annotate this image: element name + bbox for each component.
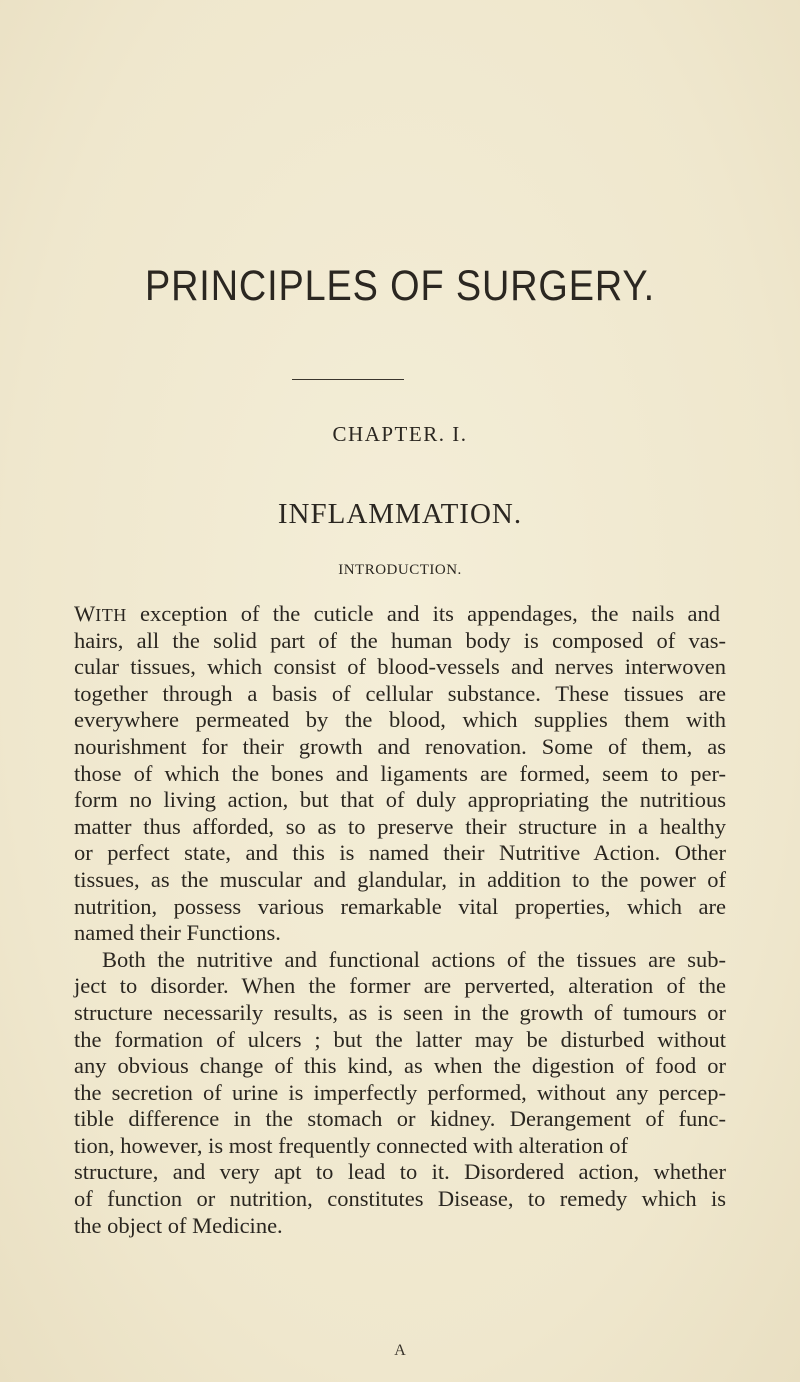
chapter-subject-heading: INFLAMMATION.	[277, 498, 523, 530]
text-line: the formation of ulcers ; but the latter may be disturbed without	[74, 1026, 727, 1052]
text-line: those of which the bones and ligaments are formed, seem to per-	[74, 760, 727, 786]
text-line: Both the nutritive and functional actions of the tissues are sub-	[102, 946, 727, 972]
text-line: together through a basis of cellular substance. These tissues are	[74, 680, 727, 706]
text-line: the object of Medicine.	[74, 1212, 283, 1238]
text-line: form no living action, but that of duly appropriating the nutritious	[74, 787, 726, 813]
text-line: tible difference in the stomach or kidney. Derangement of func-	[74, 1106, 727, 1132]
book-title: PRINCIPLES OF SURGERY.	[144, 262, 656, 310]
section-heading: INTRODUCTION.	[338, 562, 462, 578]
text-line: structure necessarily results, as is seen in the growth of tumours or	[74, 999, 726, 1025]
text-line: hairs, all the solid part of the human body is composed of vas-	[74, 627, 726, 653]
text-line: of function or nutrition, constitutes Disease, to remedy which is	[74, 1186, 727, 1212]
text-line: any obvious change of this kind, as when the digestion of food or	[74, 1053, 726, 1079]
text-line: tion, however, is most frequently connected with alteration of	[74, 1132, 628, 1158]
text-line: structure, and very apt to lead to it. Disordered action, whether	[74, 1159, 726, 1185]
chapter-heading: CHAPTER. I.	[332, 422, 468, 446]
text-line: matter thus afforded, so as to preserve their structure in a healthy	[74, 813, 727, 839]
text-line: named their Functions.	[74, 920, 281, 946]
text-line: nutrition, possess various remarkable vital properties, which are	[74, 893, 726, 919]
text-line: the secretion of urine is imperfectly performed, without any percep-	[74, 1079, 726, 1105]
body-text	[74, 601, 800, 1239]
text-line: ject to disorder. When the former are perverted, alteration of the	[74, 973, 726, 999]
text-line: or perfect state, and this is named their Nutritive Action. Other	[74, 840, 726, 866]
text-line: everywhere permeated by the blood, which supplies them with	[74, 707, 726, 733]
text-line: tissues, as the muscular and glandular, in addition to the power of	[74, 866, 726, 892]
signature-mark: A	[394, 1342, 406, 1359]
text-line: WITH exception of the cuticle and its appendages, the nails and	[74, 601, 721, 626]
title-divider-rule	[292, 379, 404, 380]
text-line: cular tissues, which consist of blood-vessels and nerves interwoven	[74, 654, 727, 680]
text-line: nourishment for their growth and renovation. Some of them, as	[74, 733, 726, 759]
